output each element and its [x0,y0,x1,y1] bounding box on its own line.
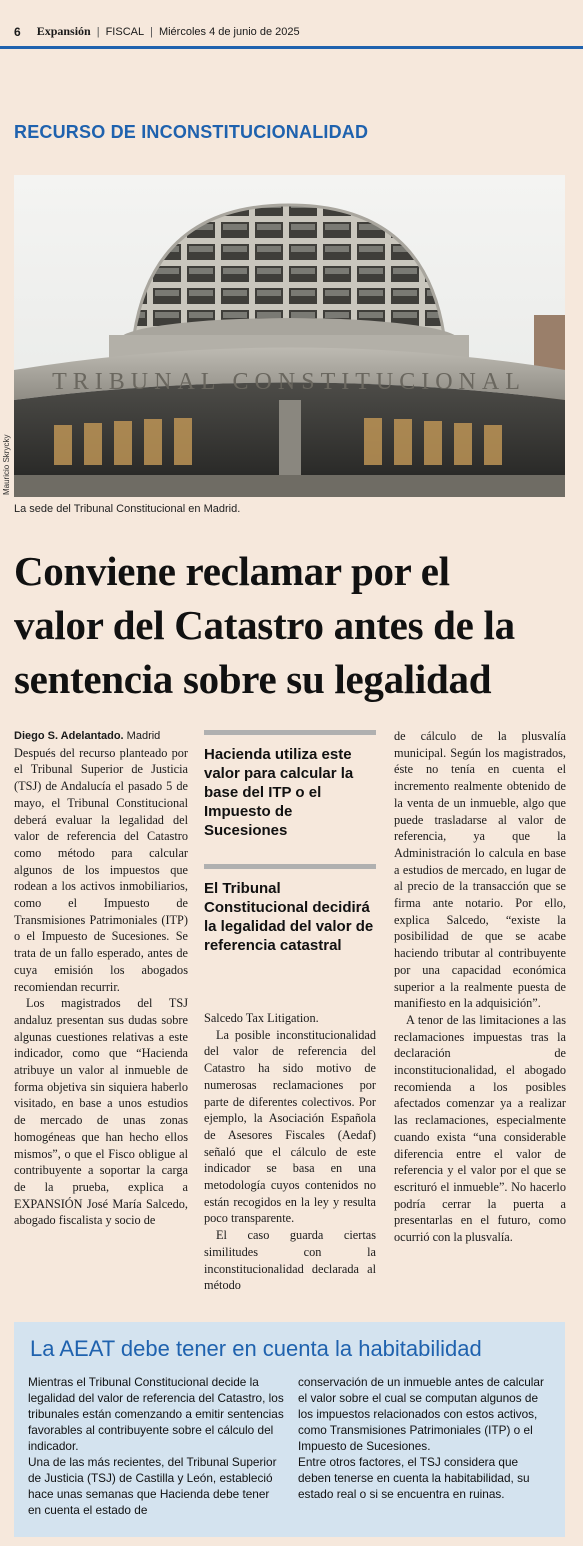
section-label: RECURSO DE INCONSTITUCIONALIDAD [14,122,369,142]
photo-caption: La sede del Tribunal Constitucional en Madrid. [14,503,241,515]
photo-credit: Mauricio Skrycky [2,434,11,495]
issue-date: Miércoles 4 de junio de 2025 [158,25,300,38]
headline [14,544,569,706]
brand-name: Expansión [36,24,91,38]
article-column-1 [14,728,188,1229]
byline [14,728,188,745]
pullquote: Hacienda utiliza este valor para calcular la base del ITP o el Impuesto de Sucesiones [204,730,376,840]
headline-line: Conviene reclamar por el [14,548,450,594]
section-name: FISCAL [105,25,145,38]
author: Diego S. Adelantado. [14,730,124,742]
page-header [14,24,569,50]
paragraph: conservación de un inmueble antes de calcular el valor sobre el cual se computan algunos de los impuestos relacionados con estos activos, como Transmisiones Patrimoniales (ITP) o el Impuesto de Sucesiones. [298,1375,544,1453]
paragraph: Después del recurso planteado por el Tribunal Superior de Justicia (TSJ) de Andalucía el pasado 5 de mayo, el Tribunal Constitucional deberá evaluar la legalidad del valor de referencia del Catastro como método para calcular algunos de los impuestos que rodean a los activos inmobiliarios, como el Impuesto de Transmisiones Patrimoniales (ITP) o el Impuesto de Sucesiones. Se trata de un fallo esperado, antes de cuya emisión los abogados recomiendan recurrir. [14,745,188,994]
article-column-3 [394,728,566,1246]
paragraph: La posible inconstitucionalidad del valor de referencia del Catastro ha sido motivo de numerosas reclamaciones por parte de diferentes colectivos. Por ejemplo, la Asociación Española de Asesores Fiscales (Aedaf) señaló que el cálculo de este indicador se basa en una metodología cuyos contenidos no están recogidos en la ley y resulta poco transparente. [204,1027,376,1226]
paragraph: de cálculo de la plusvalía municipal. Según los magistrados, éste no tenía en cuenta el incremento realmente obtenido de la venta de un inmueble, algo que puede trasladarse al valor de referencia, ya que la Administración lo calcula en base a estudios de mercado, en lugar de al precio de la transacción que se firma ante notario. Por ello, explica Salcedo, “existe la posibilidad de que se acabe haciendo tributar al contribuyente por una capacidad económica superior a la realmente puesta de manifiesto en la adquisición”. [394,729,566,1011]
box-column-1 [28,1374,284,1518]
paragraph: Entre otros factores, el TSJ considera que deben tenerse en cuenta la habitabilidad, su estado real o si se encuentra en ruinas. [298,1455,530,1501]
paragraph: Una de las más recientes, del Tribunal Superior de Justicia (TSJ) de Castilla y León, estableció hace unas semanas que Hacienda debe tener en cuenta el estado de [28,1455,277,1517]
location: Madrid [126,730,161,742]
paragraph: El caso guarda ciertas similitudes con la inconstitucionalidad declarada al método [204,1228,376,1293]
building-inscription: TRIBUNAL CONSTITUCIONAL [52,369,526,395]
pullquote: El Tribunal Constitucional decidirá la legalidad del valor de referencia catastral [204,864,376,955]
sidebar-box [14,1322,565,1537]
header-separator: | [96,25,100,38]
paragraph: Salcedo Tax Litigation. [204,1011,319,1025]
paragraph: Mientras el Tribunal Constitucional decide la legalidad del valor de referencia del Catastro, los tribunales están comenzando a emitir sentencias favorables al contribuyente sobre el cálculo del indicador. [28,1375,284,1453]
paragraph: A tenor de las limitaciones a las reclamaciones impuestas tras la declaración de inconstitucionalidad, el abogado recomienda a los posibles afectados comenzar ya a realizar las reclamaciones, especialmente cuando exista “una considerable diferencia entre el valor de referencia y el valor por el que se escrituró el inmueble”. No hacerlo podría cerrar la puerta a presentarlas en el futuro, como ocurrió con la plusvalía. [394,1012,566,1245]
headline-line: sentencia sobre su legalidad [14,656,492,702]
box-title: La AEAT debe tener en cuenta la habitabilidad [30,1336,482,1361]
box-column-2 [298,1374,554,1502]
headline-line: valor del Catastro antes de la [14,602,515,648]
header-separator: | [150,25,153,38]
page-number: 6 [14,24,21,39]
header-rule [0,46,583,49]
building-photo [14,175,565,497]
paragraph: Los magistrados del TSJ andaluz presentan sus dudas sobre algunas cuestiones relativas a este indicador, como que “Hacienda atribuye un valor al inmueble de forma objetiva sin siquiera haberlo visitado, en base a unos estudios de mercado de unas zonas homogéneas que han hecho ellos mismos”, o que el Fisco obligue al contribuyente a soportar la carga de la prueba, explica a EXPANSIÓN José María Salcedo, abogado fiscalista y socio de [14,996,188,1228]
